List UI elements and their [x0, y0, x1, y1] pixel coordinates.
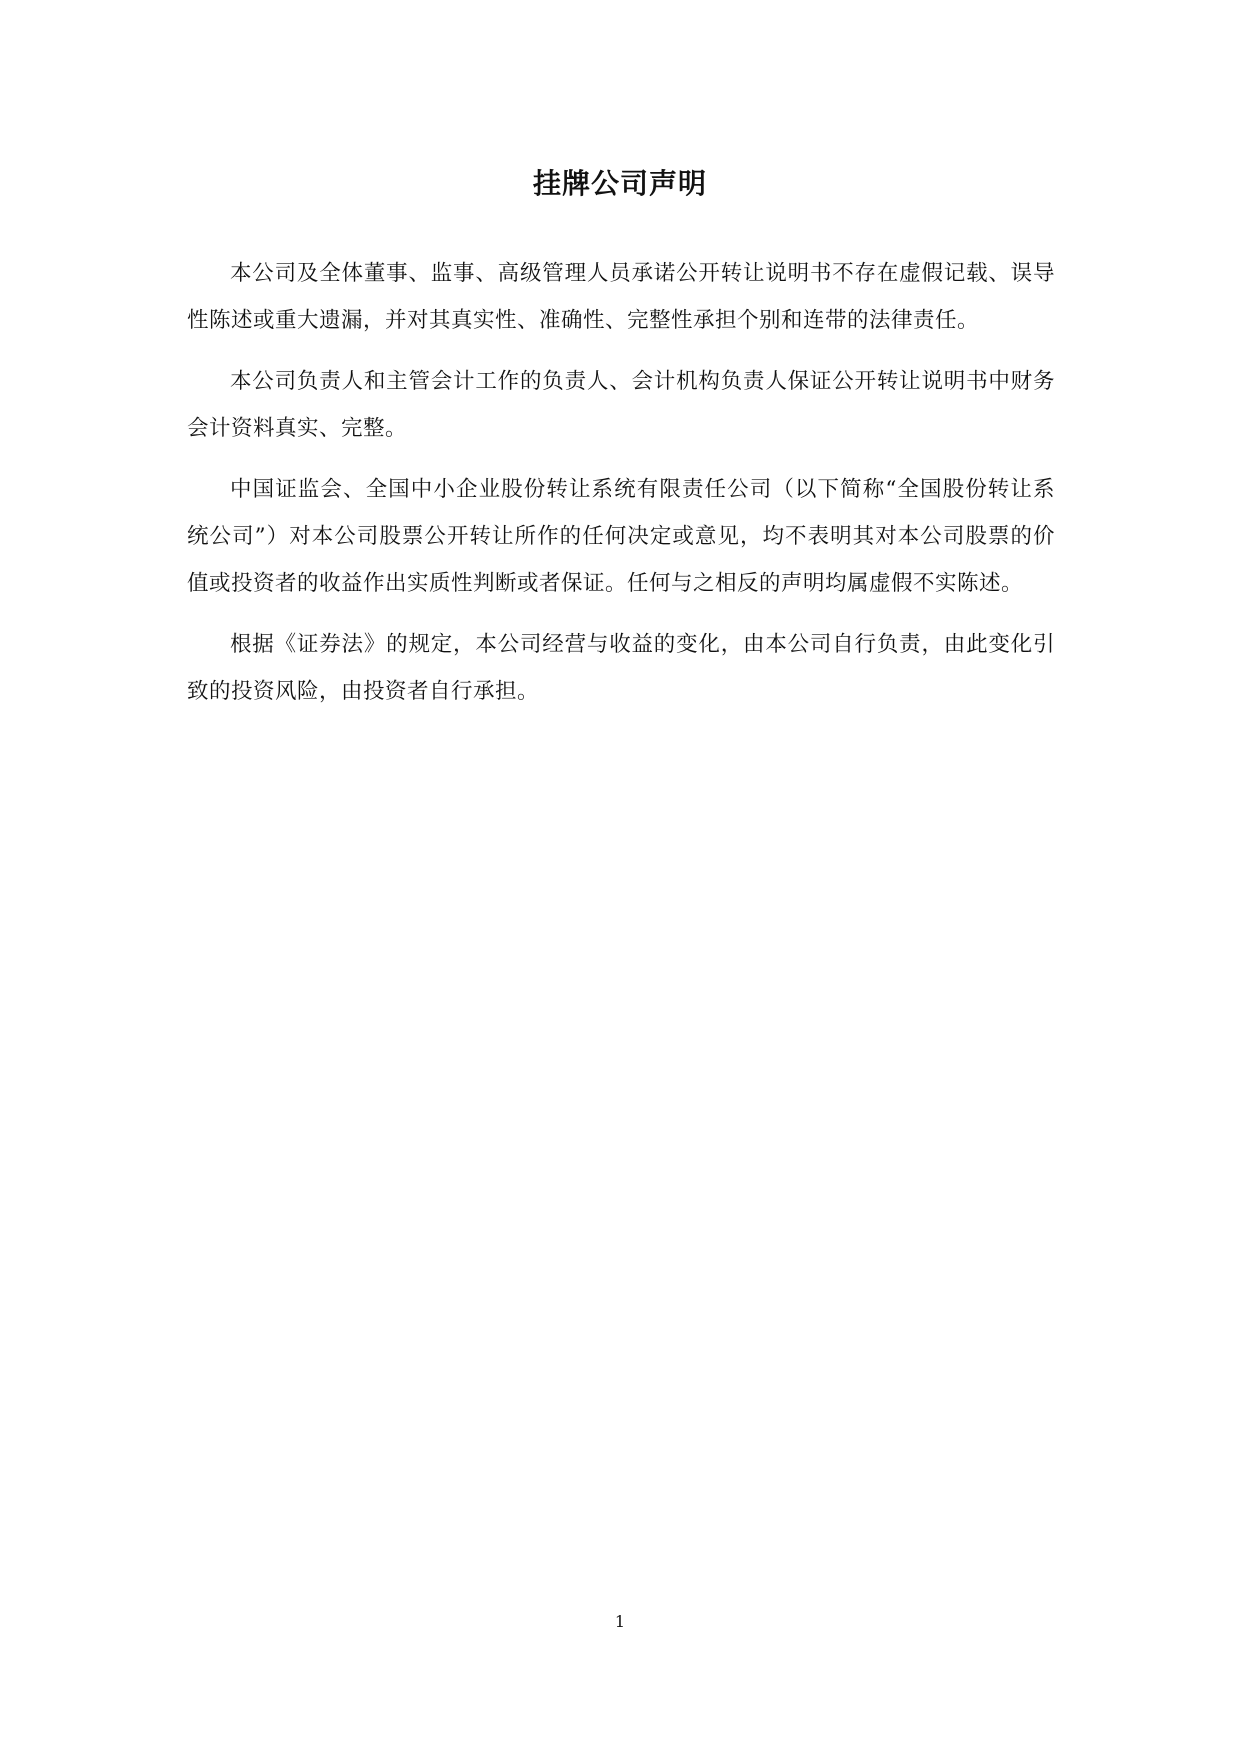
page-number: 1: [614, 1612, 626, 1631]
paragraph-investment-risk: 根据《证券法》的规定，本公司经营与收益的变化，由本公司自行负责，由此变化引致的投资风险，由投资者自行承担。: [187, 632, 1055, 704]
page-title: 挂牌公司声明: [532, 167, 707, 200]
paragraph-financial-data: 本公司负责人和主管会计工作的负责人、会计机构负责人保证公开转让说明书中财务会计资料真实、完整。: [187, 369, 1055, 441]
statement-body: [187, 250, 1055, 729]
paragraph-responsibility: 本公司及全体董事、监事、高级管理人员承诺公开转让说明书不存在虚假记载、误导性陈述或重大遗漏，并对其真实性、准确性、完整性承担个别和连带的法律责任。: [187, 261, 1055, 333]
paragraph-regulator-disclaimer: 中国证监会、全国中小企业股份转让系统有限责任公司（以下简称“全国股份转让系统公司”）对本公司股票公开转让所作的任何决定或意见，均不表明其对本公司股票的价值或投资者的收益作出实质性判断或者保证。任何与之相反的声明均属虚假不实陈述。: [187, 477, 1055, 596]
